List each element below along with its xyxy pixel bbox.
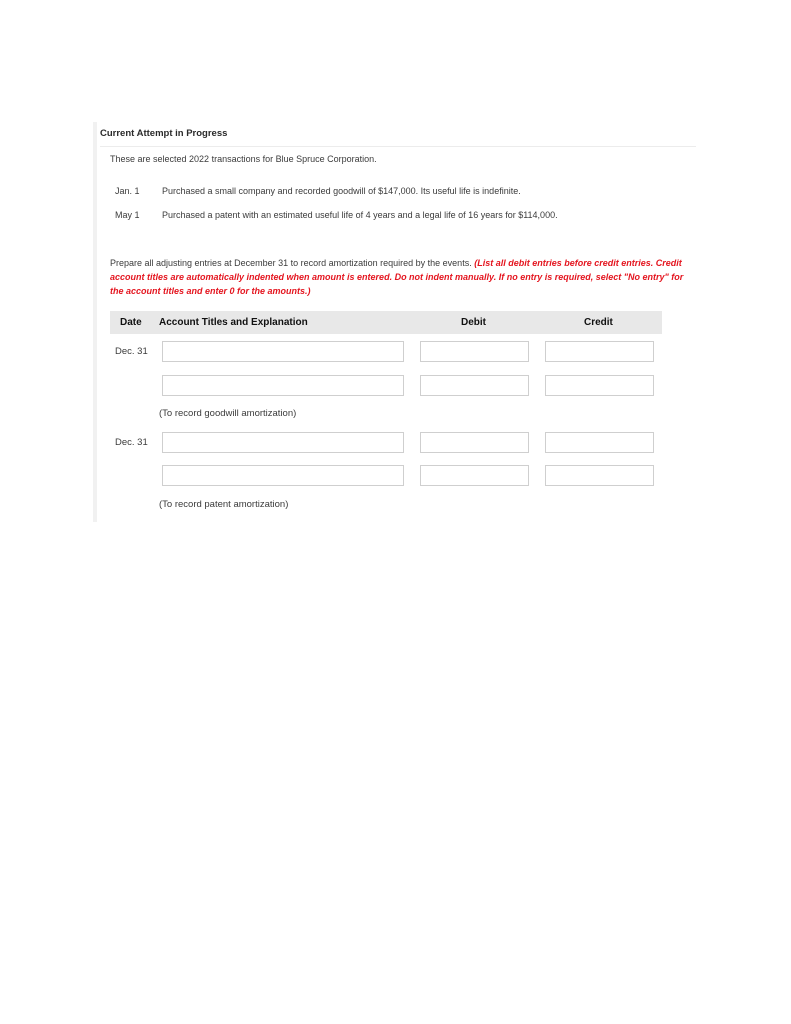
credit-input[interactable] (545, 375, 654, 396)
transaction-date: May 1 (115, 210, 140, 220)
header-account: Account Titles and Explanation (159, 317, 308, 328)
instructions-note: (List all debit entries before credit entries. Credit account titles are automatically indented when amount is entered. Do not indent manually. If no entry is required, select "No entry" for the account titles and enter 0 for the amounts.) (110, 258, 684, 296)
entry-explanation: (To record goodwill amortization) (159, 408, 297, 419)
account-title-input[interactable] (162, 465, 404, 486)
credit-input[interactable] (545, 341, 654, 362)
entry-date: Dec. 31 (115, 346, 148, 357)
header-date: Date (120, 317, 142, 328)
debit-input[interactable] (420, 341, 529, 362)
debit-input[interactable] (420, 465, 529, 486)
instructions (110, 256, 690, 298)
entry-date: Dec. 31 (115, 437, 148, 448)
debit-input[interactable] (420, 432, 529, 453)
instructions-text: Prepare all adjusting entries at December 31 to record amortization required by the events. (110, 258, 472, 268)
header-credit: Credit (584, 317, 613, 328)
credit-input[interactable] (545, 465, 654, 486)
transaction-date: Jan. 1 (115, 186, 140, 196)
header-debit: Debit (461, 317, 486, 328)
transaction-description: Purchased a small company and recorded goodwill of $147,000. Its useful life is indefinite. (162, 186, 521, 196)
problem-intro: These are selected 2022 transactions for Blue Spruce Corporation. (110, 154, 377, 164)
credit-input[interactable] (545, 432, 654, 453)
account-title-input[interactable] (162, 432, 404, 453)
divider (100, 146, 696, 147)
entry-explanation: (To record patent amortization) (159, 499, 289, 510)
attempt-title: Current Attempt in Progress (100, 128, 228, 139)
account-title-input[interactable] (162, 375, 404, 396)
debit-input[interactable] (420, 375, 529, 396)
journal-table-header (110, 311, 662, 334)
account-title-input[interactable] (162, 341, 404, 362)
transaction-description: Purchased a patent with an estimated useful life of 4 years and a legal life of 16 years for $114,000. (162, 210, 558, 220)
